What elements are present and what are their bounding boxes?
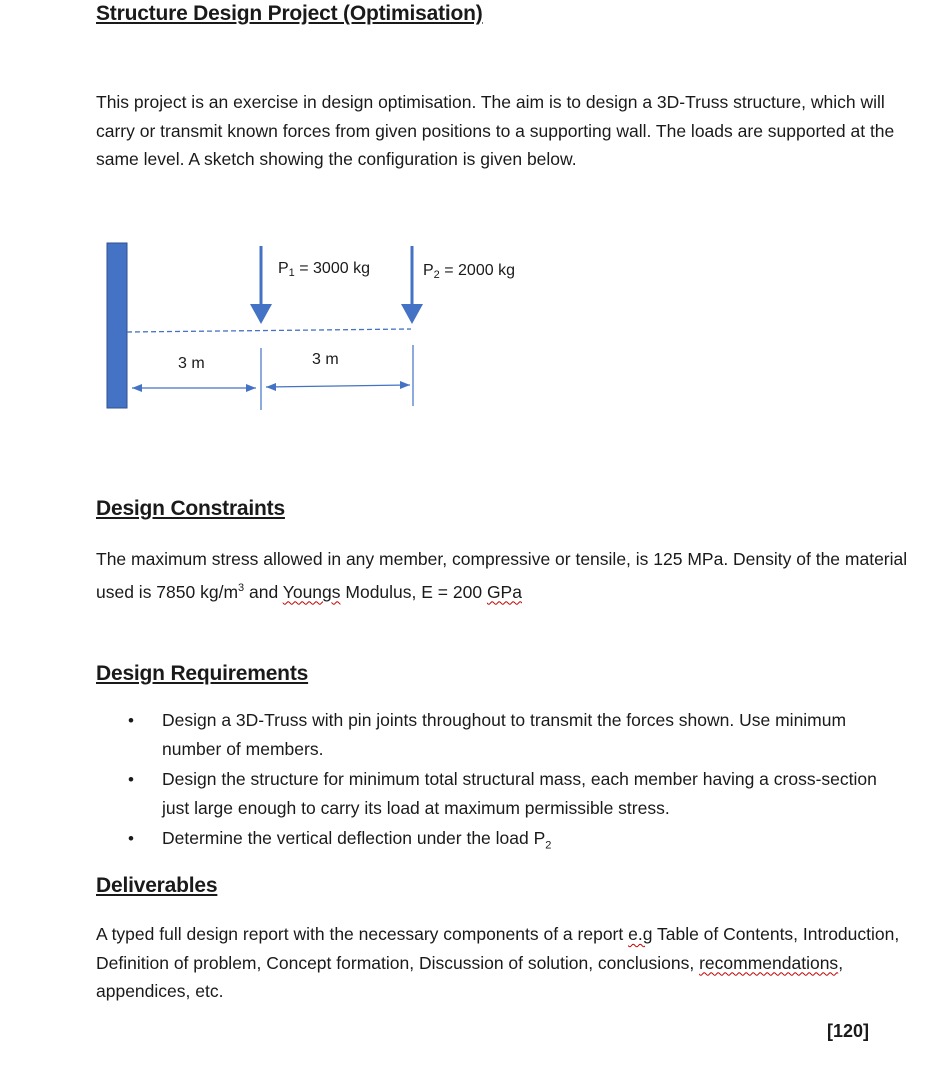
truss-sketch bbox=[0, 230, 560, 430]
list-item: • Determine the vertical deflection under the load $P_2$ bbox=[128, 828, 552, 852]
intro-paragraph: This project is an exercise in design optimisation. The aim is to design a 3D-Truss structure, which will carry or transmit known forces from given positions to a supporting wall. The loads are supported at the same level. A sketch showing the configuration is given below. bbox=[96, 92, 895, 169]
page-title: Structure Design Project (Optimisation) bbox=[96, 2, 483, 25]
dimension-label-2: 3 m bbox=[312, 351, 339, 368]
deliverables-heading: Deliverables bbox=[96, 874, 218, 897]
constraints-paragraph: The maximum stress allowed in any member, compressive or tensile, is 125 MPa. Density of the material used is 7850 $kg/m^3$ and Youngs Modulus, E = 200 GPa bbox=[96, 549, 908, 602]
requirements-list bbox=[128, 706, 888, 862]
design-requirements-heading: Design Requirements bbox=[96, 662, 309, 685]
load-arrow-p1 bbox=[250, 246, 272, 324]
beam-dashed-line bbox=[127, 329, 411, 332]
load-arrow-p2 bbox=[401, 246, 423, 324]
design-constraints-heading: Design Constraints bbox=[96, 497, 285, 520]
deliverables-paragraph: A typed full design report with the necessary components of a report e.g Table of Contents, Introduction, Definition of problem, Concept formation, Discussion of solution, conclusions, recommendations, appendices, etc. bbox=[96, 924, 900, 1001]
dimension-label-1: 3 m bbox=[178, 355, 205, 372]
p2-label: P2 = 2000 kg bbox=[423, 262, 515, 281]
p1-label: P1 = 3000 kg bbox=[278, 260, 370, 279]
list-item: • Design a 3D-Truss with pin joints throughout to transmit the forces shown. Use minimum number of members. bbox=[128, 710, 847, 759]
dimension-line-1 bbox=[132, 384, 256, 392]
list-item: • Design the structure for minimum total structural mass, each member having a cross-section just large enough to carry its load at maximum permissible stress. bbox=[128, 769, 877, 818]
dimension-line-2 bbox=[266, 381, 410, 391]
total-marks: [120] bbox=[826, 1021, 869, 1041]
support-wall bbox=[107, 243, 127, 408]
